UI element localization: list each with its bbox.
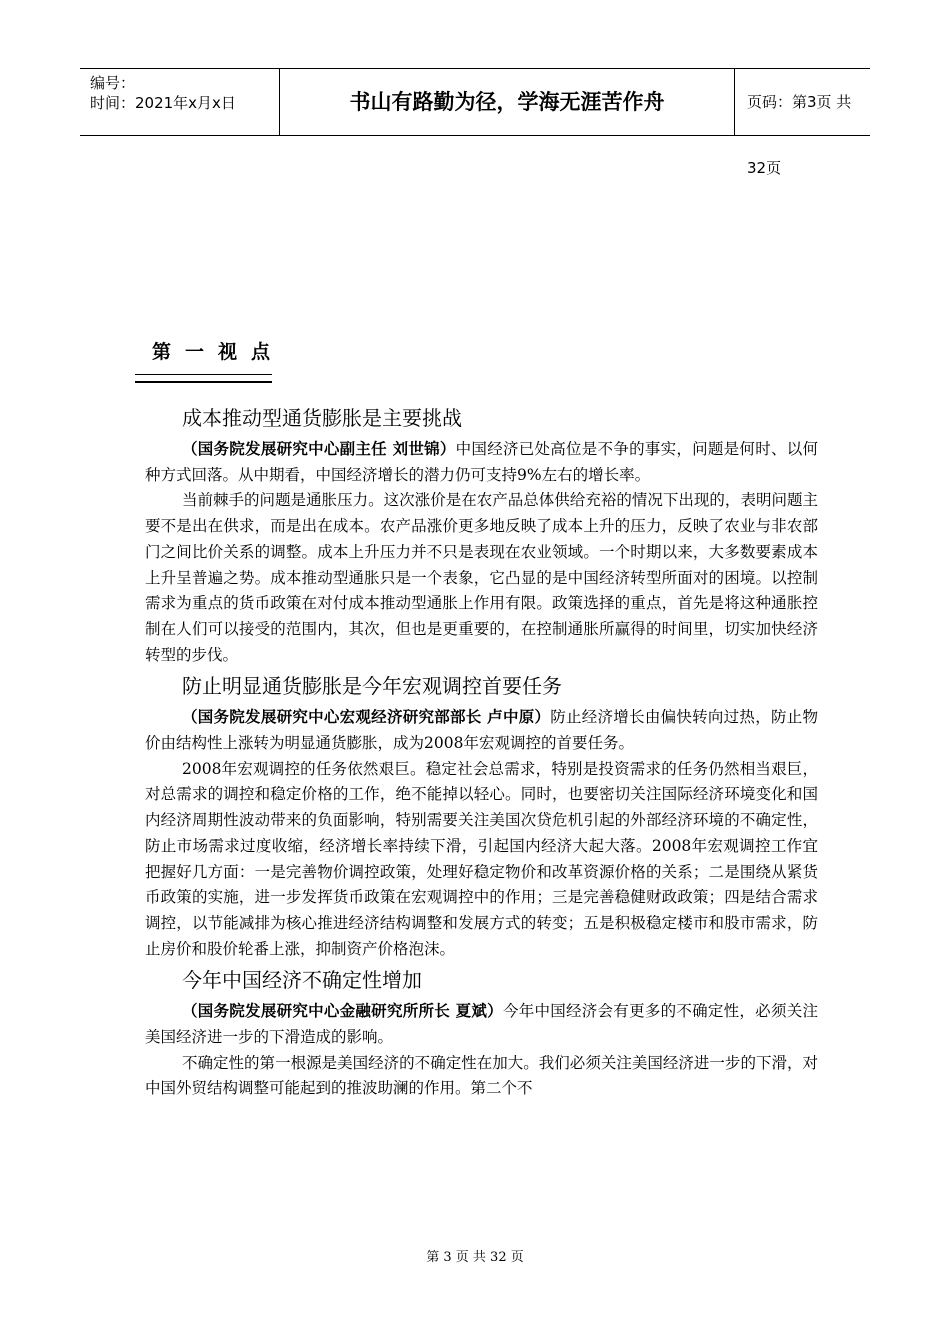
document-number-label: 编号：	[90, 74, 136, 92]
article-paragraph	[145, 436, 818, 488]
article-paragraph	[145, 488, 818, 668]
paragraph-text: 不确定性的第一根源是美国经济的不确定性在加大。我们必须关注美国经济进一步的下滑，对中国外贸结构调整可能起到的推波助澜的作用。第二个不	[145, 1053, 818, 1098]
article-title: 防止明显通货膨胀是今年宏观调控首要任务	[182, 674, 562, 699]
page-footer: 第 3 页 共 32 页	[426, 1250, 524, 1265]
article-author: （国务院发展研究中心副主任 刘世锦）	[182, 439, 456, 458]
paragraph-text: 当前棘手的问题是通胀压力。这次涨价是在农产品总体供给充裕的情况下出现的，表明问题主要不是出在供求，而是出在成本。农产品涨价更多地反映了成本上升的压力，反映了农业与非农部门之间比价关系的调整。成本上升压力并不只是表现在农业领域。一个时期以来，大多数要素成本上升呈普遍之势。成本推动型通胀只是一个表象，它凸显的是中国经济转型所面对的困境。以控制需求为重点的货币政策在对付成本推动型通胀上作用有限。政策选择的重点，首先是将这种通胀控制在人们可以接受的范围内，其次，但也是更重要的，在控制通胀所赢得的时间里，切实加快经济转型的步伐。	[145, 491, 818, 664]
article-author: （国务院发展研究中心金融研究所所长 夏斌）	[182, 1001, 503, 1021]
section-rule-thin	[135, 374, 272, 375]
document-date: 时间：2021年x月x日	[90, 94, 236, 112]
article-title: 成本推动型通货膨胀是主要挑战	[182, 406, 462, 430]
header-page-info: 页码：第3页 共32页	[747, 93, 852, 177]
paragraph-text: 中国经济已处高位是不争的事实，问题是何时、以何种方式回落。从中期看，中国经济增长的潜力仍可支持9%左右的增长率。	[145, 440, 818, 484]
page-header	[80, 68, 870, 177]
article-paragraph	[145, 998, 818, 1050]
paragraph-text: 防止经济增长由偏快转向过热，防止物价由结构性上涨转为明显通货膨胀，成为2008年宏观调控的首要任务。	[145, 708, 818, 753]
section-label: 第一视点	[152, 341, 285, 363]
article-paragraph	[145, 704, 818, 756]
header-meta-cell	[80, 69, 280, 135]
article-paragraph	[145, 1051, 818, 1102]
paragraph-text: 2008年宏观调控的任务依然艰巨。稳定社会总需求，特别是投资需求的任务仍然相当艰巨，对总需求的调控和稳定价格的工作，绝不能掉以轻心。同时，也要密切关注国际经济环境变化和国内经济周期性波动带来的负面影响，特别需要关注美国次贷危机引起的外部经济环境的不确定性，防止市场需求过度收缩，经济增长率持续下滑，引起国内经济大起大落。2008年宏观调控工作宜把握好几方面：一是完善物价调控政策，处理好稳定物价和改革资源价格的关系；二是围绕从紧货币政策的实施，进一步发挥货币政策在宏观调控中的作用；三是完善稳健财政政策；四是结合需求调控，以节能减排为核心推进经济结构调整和发展方式的转变；五是积极稳定楼市和股市需求，防止房价和股价轮番上涨，抑制资产价格泡沫。	[145, 759, 818, 958]
article-title: 今年中国经济不确定性增加	[182, 968, 422, 993]
header-motto: 书山有路勤为径，学海无涯苦作舟	[280, 69, 735, 135]
article-paragraph	[145, 757, 818, 963]
section-rule-thick	[135, 381, 272, 383]
paragraph-text: 今年中国经济会有更多的不确定性，必须关注美国经济进一步的下滑造成的影响。	[145, 1002, 818, 1047]
article-body	[145, 400, 818, 1102]
article-author: （国务院发展研究中心宏观经济研究部部长 卢中原）	[182, 707, 551, 727]
